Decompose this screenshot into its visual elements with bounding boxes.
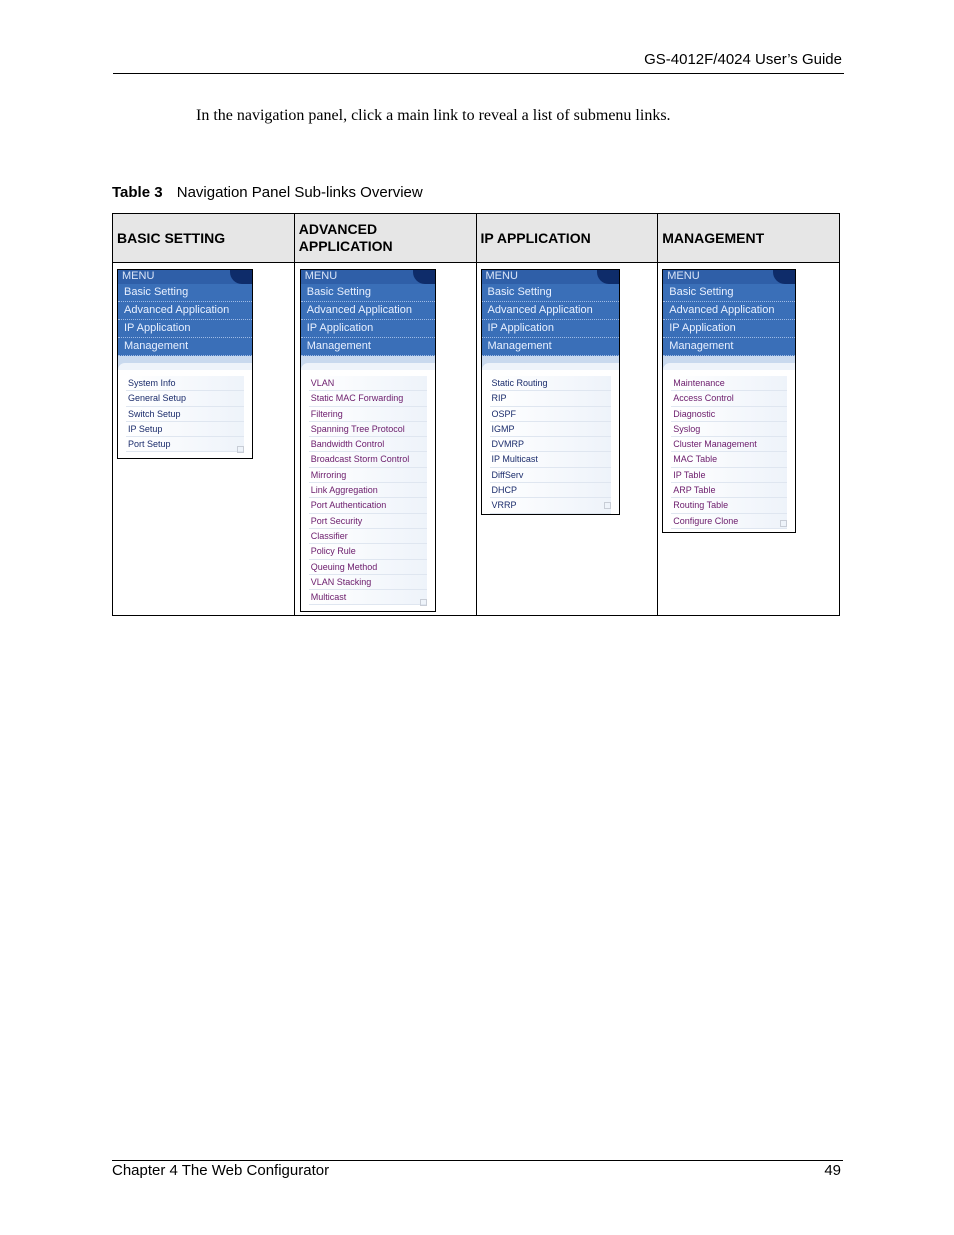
menu-main-links — [663, 284, 795, 356]
sublink-configure-clone[interactable]: Configure Clone — [671, 514, 787, 529]
navigation-sublinks-table — [112, 213, 840, 616]
sublink-access-control[interactable]: Access Control — [671, 391, 787, 406]
resize-handle-icon — [237, 446, 244, 453]
menu-divider — [118, 356, 252, 370]
sublink-link-aggregation[interactable]: Link Aggregation — [309, 483, 427, 498]
menu-title: MENU — [304, 270, 338, 282]
sublink-filtering[interactable]: Filtering — [309, 407, 427, 422]
main-link-advanced-application[interactable]: Advanced Application — [118, 302, 252, 320]
column-header-advanced-application: ADVANCED APPLICATION — [294, 214, 476, 263]
menu-divider — [482, 356, 619, 370]
main-link-management[interactable]: Management — [301, 338, 435, 356]
main-link-ip-application[interactable]: IP Application — [482, 320, 619, 338]
resize-handle-icon — [420, 599, 427, 606]
sublink-dhcp[interactable]: DHCP — [490, 483, 611, 498]
column-header-ip-application: IP APPLICATION — [476, 214, 658, 263]
sublink-system-info[interactable]: System Info — [126, 376, 244, 391]
sublink-syslog[interactable]: Syslog — [671, 422, 787, 437]
main-link-ip-application[interactable]: IP Application — [663, 320, 795, 338]
sublink-mirroring[interactable]: Mirroring — [309, 468, 427, 483]
sublink-spanning-tree-protocol[interactable]: Spanning Tree Protocol — [309, 422, 427, 437]
sublink-broadcast-storm-control[interactable]: Broadcast Storm Control — [309, 452, 427, 467]
sublink-classifier[interactable]: Classifier — [309, 529, 427, 544]
menu-main-links — [301, 284, 435, 356]
sublink-maintenance[interactable]: Maintenance — [671, 376, 787, 391]
sublink-port-setup[interactable]: Port Setup — [126, 437, 244, 452]
sublink-dvmrp[interactable]: DVMRP — [490, 437, 611, 452]
main-link-ip-application[interactable]: IP Application — [118, 320, 252, 338]
main-link-management[interactable]: Management — [118, 338, 252, 356]
sublink-policy-rule[interactable]: Policy Rule — [309, 544, 427, 559]
menu-header — [118, 270, 252, 284]
sublink-mac-table[interactable]: MAC Table — [671, 452, 787, 467]
sublink-ip-multicast[interactable]: IP Multicast — [490, 452, 611, 467]
sublink-igmp[interactable]: IGMP — [490, 422, 611, 437]
menu-title: MENU — [485, 270, 518, 282]
sublink-static-routing[interactable]: Static Routing — [490, 376, 611, 391]
table-caption — [112, 184, 423, 201]
menu-main-links — [482, 284, 619, 356]
main-link-advanced-application[interactable]: Advanced Application — [301, 302, 435, 320]
sublink-ip-table[interactable]: IP Table — [671, 468, 787, 483]
sublink-switch-setup[interactable]: Switch Setup — [126, 407, 244, 422]
main-link-management[interactable]: Management — [482, 338, 619, 356]
menu-panel — [662, 269, 796, 533]
sublink-vlan-stacking[interactable]: VLAN Stacking — [309, 575, 427, 590]
cell-management — [658, 263, 840, 616]
footer-rule — [112, 1160, 843, 1161]
menu-sublinks — [663, 370, 795, 529]
running-header: GS-4012F/4024 User’s Guide — [644, 51, 842, 68]
menu-sublinks — [301, 370, 435, 605]
menu-header — [482, 270, 619, 284]
sublink-queuing-method[interactable]: Queuing Method — [309, 560, 427, 575]
menu-header — [301, 270, 435, 284]
sublink-static-mac-forwarding[interactable]: Static MAC Forwarding — [309, 391, 427, 406]
footer-chapter: Chapter 4 The Web Configurator — [112, 1162, 330, 1179]
column-header-basic-setting: BASIC SETTING — [113, 214, 295, 263]
menu-panel — [117, 269, 253, 459]
resize-handle-icon — [604, 502, 611, 509]
main-link-basic-setting[interactable]: Basic Setting — [482, 284, 619, 302]
table-caption-label: Table 3 — [112, 184, 163, 201]
main-link-management[interactable]: Management — [663, 338, 795, 356]
menu-sublinks — [118, 370, 252, 452]
table-caption-title: Navigation Panel Sub-links Overview — [176, 184, 423, 201]
main-link-basic-setting[interactable]: Basic Setting — [663, 284, 795, 302]
sublink-ip-setup[interactable]: IP Setup — [126, 422, 244, 437]
sublink-cluster-management[interactable]: Cluster Management — [671, 437, 787, 452]
sublink-vlan[interactable]: VLAN — [309, 376, 427, 391]
sublink-diffserv[interactable]: DiffServ — [490, 468, 611, 483]
sublink-port-security[interactable]: Port Security — [309, 514, 427, 529]
intro-paragraph: In the navigation panel, click a main link to reveal a list of submenu links. — [196, 107, 671, 124]
sublink-ospf[interactable]: OSPF — [490, 407, 611, 422]
cell-ip-application — [476, 263, 658, 616]
main-link-advanced-application[interactable]: Advanced Application — [663, 302, 795, 320]
main-link-basic-setting[interactable]: Basic Setting — [301, 284, 435, 302]
menu-header — [663, 270, 795, 284]
footer-page-number: 49 — [824, 1162, 841, 1179]
menu-divider — [663, 356, 795, 370]
menu-main-links — [118, 284, 252, 356]
menu-title: MENU — [667, 270, 700, 282]
menu-panel — [300, 269, 436, 612]
sublink-vrrp[interactable]: VRRP — [490, 498, 611, 513]
menu-panel — [481, 269, 620, 515]
sublink-bandwidth-control[interactable]: Bandwidth Control — [309, 437, 427, 452]
menu-title: MENU — [122, 270, 155, 282]
main-link-ip-application[interactable]: IP Application — [301, 320, 435, 338]
sublink-arp-table[interactable]: ARP Table — [671, 483, 787, 498]
menu-sublinks — [482, 370, 619, 514]
column-header-management: MANAGEMENT — [658, 214, 840, 263]
main-link-advanced-application[interactable]: Advanced Application — [482, 302, 619, 320]
header-rule — [113, 73, 844, 74]
sublink-port-authentication[interactable]: Port Authentication — [309, 498, 427, 513]
cell-basic-setting — [113, 263, 295, 616]
sublink-multicast[interactable]: Multicast — [309, 590, 427, 605]
sublink-diagnostic[interactable]: Diagnostic — [671, 407, 787, 422]
resize-handle-icon — [780, 520, 787, 527]
sublink-general-setup[interactable]: General Setup — [126, 391, 244, 406]
sublink-routing-table[interactable]: Routing Table — [671, 498, 787, 513]
cell-advanced-application — [294, 263, 476, 616]
sublink-rip[interactable]: RIP — [490, 391, 611, 406]
main-link-basic-setting[interactable]: Basic Setting — [118, 284, 252, 302]
menu-divider — [301, 356, 435, 370]
